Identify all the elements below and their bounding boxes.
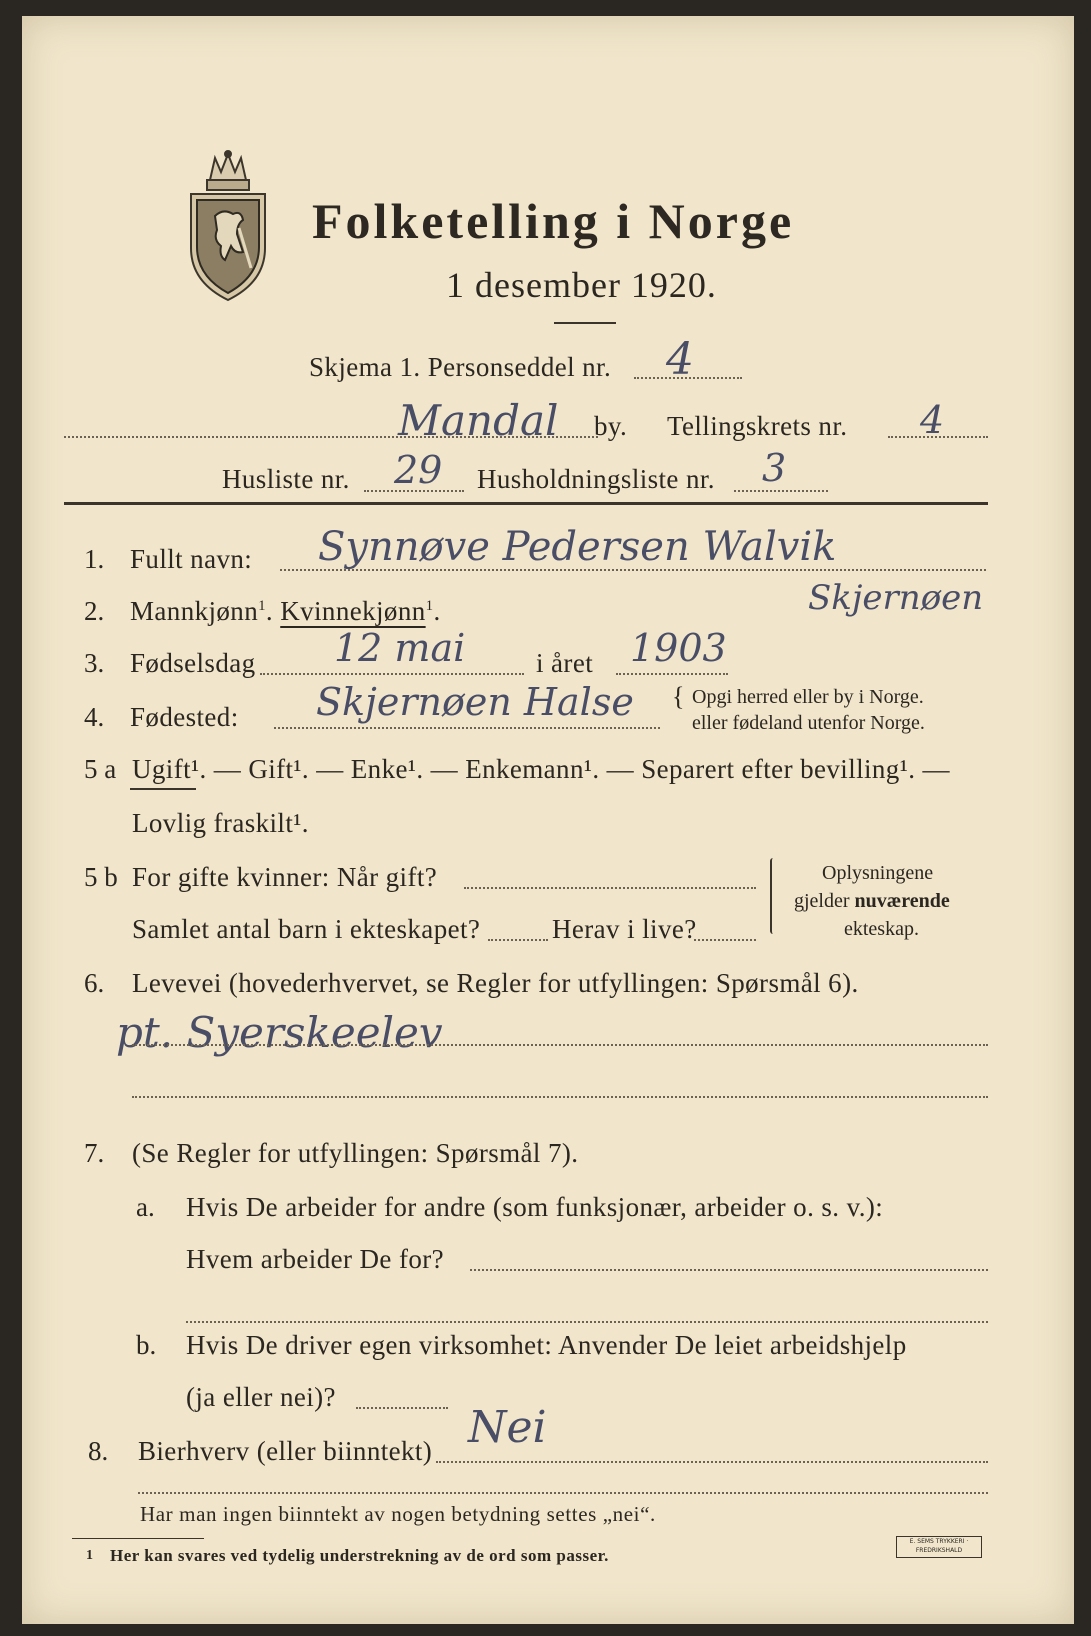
q5a-ugift-underline — [130, 788, 196, 790]
q4-note-line1: Opgi herred eller by i Norge. — [692, 686, 924, 708]
footnote-mark: 1 — [86, 1548, 93, 1563]
q4-value: Skjernøen Halse — [316, 680, 634, 724]
q4-note-line2: eller fødeland utenfor Norge. — [692, 712, 925, 734]
q5a-options-line2[interactable]: Lovlig fraskilt¹. — [132, 808, 309, 838]
q7a-line2: Hvem arbeider De for? — [186, 1244, 445, 1274]
husholdning-label: Husholdningsliste nr. — [477, 464, 715, 494]
q5b-note-line2: gjelder nuværende — [794, 890, 950, 912]
q3-year-value: 1903 — [630, 626, 727, 670]
footnote-text: Her kan svares ved tydelig understrekning av de ord som passer. — [110, 1546, 609, 1565]
schema-label: Skjema 1. Personseddel nr. — [309, 352, 612, 382]
q5a-number: 5 a — [84, 754, 117, 784]
census-form-sheet — [22, 16, 1074, 1624]
q7a-line1: Hvis De arbeider for andre (som funksjonær, arbeider o. s. v.): — [186, 1192, 884, 1222]
q2-number: 2. — [84, 596, 105, 626]
q8-dotted-line-2 — [138, 1492, 988, 1494]
q5a-options[interactable]: Ugift¹. — Gift¹. — Enke¹. — Enkemann¹. — Separert efter bevilling¹. — — [132, 754, 950, 784]
q6-dotted-line-1 — [132, 1044, 988, 1046]
q7a-letter: a. — [136, 1192, 155, 1222]
q5b-brace — [770, 858, 776, 934]
husliste-label: Husliste nr. — [222, 464, 350, 494]
census-date: 1 desember 1920. — [446, 265, 717, 305]
krets-value: 4 — [920, 398, 945, 442]
husholdning-value: 3 — [762, 446, 787, 490]
q4-label: Fødested: — [130, 702, 239, 732]
header-divider — [64, 502, 988, 505]
schema-value: 4 — [666, 334, 694, 385]
q3-year-dotted-line — [616, 673, 728, 675]
q5b-married-label: For gifte kvinner: Når gift? — [132, 862, 438, 892]
q3-value: 12 mai — [334, 626, 466, 670]
q3-dotted-line — [260, 673, 524, 675]
q8-number: 8. — [88, 1436, 109, 1466]
q7b-dotted-line — [356, 1407, 448, 1409]
footer-note: Har man ingen biinntekt av nogen betydning settes „nei“. — [140, 1502, 656, 1526]
q5b-note-line1: Oplysningene — [822, 862, 934, 884]
norwegian-coat-of-arms-icon — [185, 150, 271, 304]
q1-label: Fullt navn: — [130, 544, 253, 574]
title-divider — [554, 322, 616, 324]
q7b-letter: b. — [136, 1330, 157, 1360]
q7-number: 7. — [84, 1138, 105, 1168]
q8-dotted-line-1 — [436, 1461, 988, 1463]
q2-option-female[interactable]: Kvinnekjønn — [280, 596, 426, 626]
printer-stamp: E. SEMS TRYKKERI · FREDRIKSHALD — [896, 1536, 982, 1558]
q6-dotted-line-2 — [132, 1096, 988, 1098]
footnote-divider — [72, 1538, 204, 1539]
q7a-dotted-line-1 — [470, 1269, 988, 1271]
q5b-married-dotted-line — [464, 887, 756, 889]
husholdning-dotted-line — [734, 490, 828, 492]
q5b-alive-dotted-line — [694, 939, 756, 941]
q3-year-label: i året — [536, 648, 594, 678]
q7a-dotted-line-2 — [186, 1321, 988, 1323]
q2-option-male[interactable]: Mannkjønn — [130, 596, 259, 626]
q1-value: Synnøve Pedersen Walvik — [318, 524, 837, 570]
q5b-alive-label: Herav i live? — [552, 914, 697, 944]
q8-label: Bierhverv (eller biinntekt) — [138, 1436, 433, 1466]
q6-number: 6. — [84, 968, 105, 998]
q5b-number: 5 b — [84, 862, 118, 892]
q1-value-continued: Skjernøen — [808, 578, 984, 618]
q5b-children-dotted-line — [488, 939, 548, 941]
town-value: Mandal — [398, 396, 559, 445]
q8-value: Nei — [468, 1402, 547, 1453]
q6-value: pt. Syerskeelev — [116, 1008, 443, 1057]
q5b-note-line3: ekteskap. — [844, 918, 919, 940]
q3-number: 3. — [84, 648, 105, 678]
q7b-line2: (ja eller nei)? — [186, 1382, 336, 1412]
q7b-line1: Hvis De driver egen virksomhet: Anvender De leiet arbeidshjelp — [186, 1330, 907, 1360]
husliste-value: 29 — [394, 448, 443, 492]
form-title: Folketelling i Norge — [312, 193, 795, 249]
q6-label: Levevei (hovederhvervet, se Regler for utfyllingen: Spørsmål 6). — [132, 968, 859, 998]
town-suffix: by. — [594, 411, 628, 441]
q4-brace: { — [672, 682, 685, 711]
q3-label: Fødselsdag — [130, 648, 256, 678]
q7-label: (Se Regler for utfyllingen: Spørsmål 7). — [132, 1138, 579, 1168]
q1-number: 1. — [84, 544, 105, 574]
q4-dotted-line — [274, 727, 660, 729]
q2-options: Mannkjønn$^1$. Kvinnekjønn$^1$. — [130, 596, 441, 626]
krets-label: Tellingskrets nr. — [667, 411, 848, 441]
q5b-children-label: Samlet antal barn i ekteskapet? — [132, 914, 481, 944]
q4-number: 4. — [84, 702, 105, 732]
